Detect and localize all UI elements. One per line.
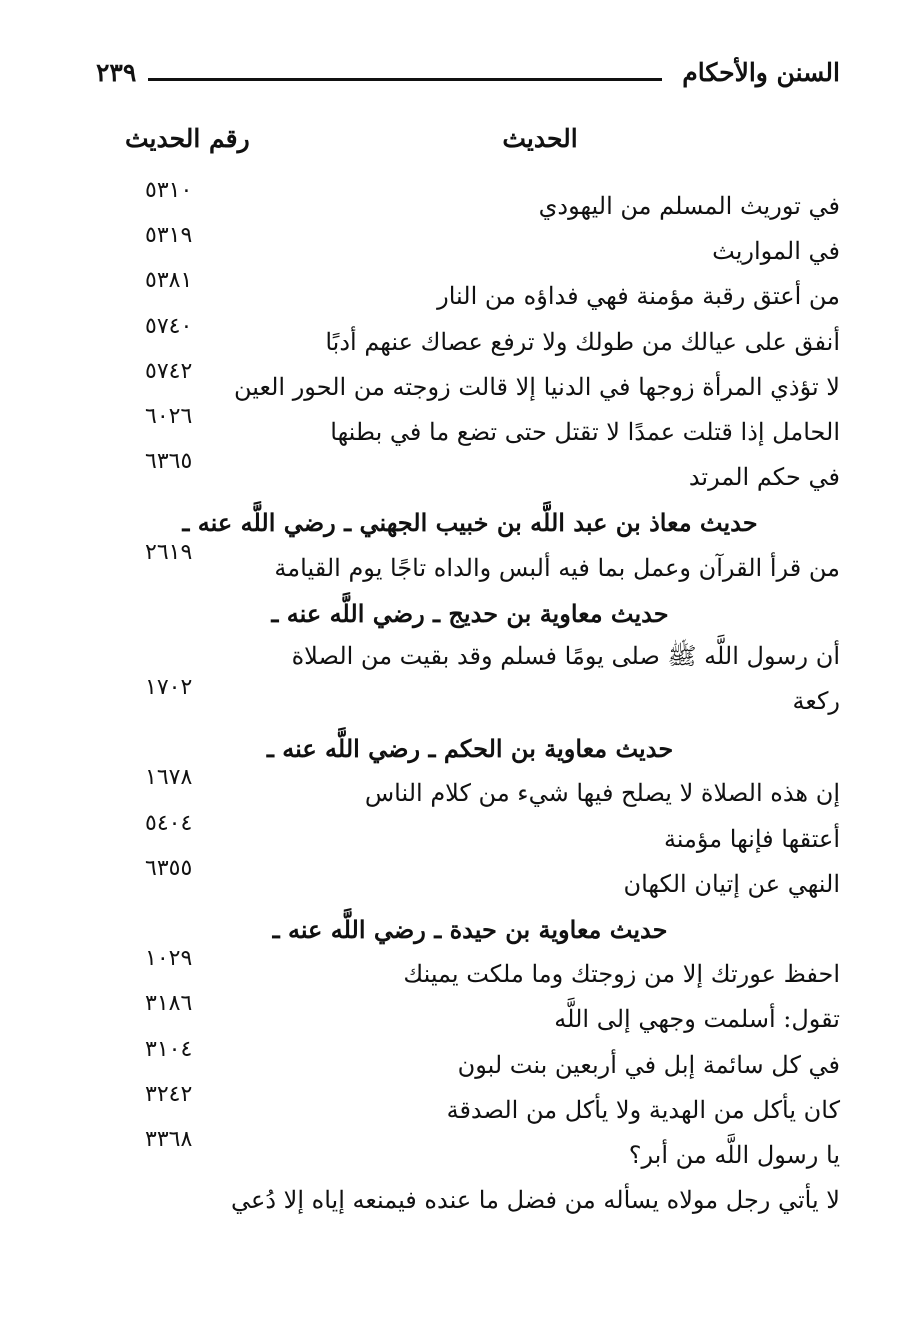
hadith-number: ٥٣١٠: [145, 178, 193, 203]
hadith-number: ٣١٠٤: [145, 1036, 193, 1062]
index-entry: [100, 404, 840, 449]
index-entry: [100, 946, 840, 991]
index-entry: [100, 1082, 840, 1127]
index-entry: [100, 811, 840, 856]
index-entry: [100, 449, 840, 494]
hadith-text: في توريث المسلم من اليهودي: [538, 192, 840, 220]
hadith-text: لا تؤذي المرأة زوجها في الدنيا إلا قالت زوجته من الحور العين: [234, 372, 840, 401]
hadith-number: ٣٣٦٨: [145, 1126, 193, 1152]
hadith-text: من قرأ القرآن وعمل بما فيه ألبس والداه تاجًا يوم القيامة: [274, 553, 840, 582]
hadith-number: ٦٣٥٥: [145, 855, 193, 881]
hadith-text: إن هذه الصلاة لا يصلح فيها شيء من كلام الناس: [364, 779, 840, 808]
hadith-text: أنفق على عيالك من طولك ولا ترفع عصاك عنهم أدبًا: [325, 327, 840, 356]
section-heading: [100, 494, 840, 539]
hadith-number: ٥٤٠٤: [145, 810, 193, 836]
section-heading-text: حديث معاذ بن عبد اللَّه بن خبيب الجهني ـ رضي اللَّه عنه ـ: [182, 508, 758, 538]
hadith-text: في حكم المرتد: [688, 463, 840, 492]
section-heading-text: حديث معاوية بن الحكم ـ رضي اللَّه عنه ـ: [266, 734, 674, 764]
index-entry: [100, 856, 840, 901]
hadith-text: النهي عن إتيان الكهان: [623, 869, 840, 898]
hadith-text: لا يأتي رجل مولاه يسأله من فضل ما عنده فيمنعه إياه إلا دُعي: [231, 1186, 840, 1215]
hadith-number: ٦٠٢٦: [145, 403, 193, 429]
hadith-number: ٣١٨٦: [145, 991, 193, 1017]
index-entry: [100, 314, 840, 359]
column-header-hadith: الحديث: [502, 124, 578, 153]
index-entry: [100, 540, 840, 585]
hadith-index-list: [100, 178, 840, 1217]
index-entry: [100, 178, 840, 223]
hadith-number: ٦٣٦٥: [145, 449, 193, 475]
hadith-text: في المواريث: [712, 237, 840, 266]
index-entry: [100, 1037, 840, 1082]
index-entry: [100, 268, 840, 313]
hadith-number: ٣٢٤٢: [145, 1081, 193, 1107]
hadith-number: ١٧٠٢: [145, 674, 193, 700]
hadith-number: ١٠٢٩: [145, 946, 193, 972]
hadith-number: ٥٣٨١: [145, 268, 193, 294]
hadith-text: تقول: أسلمت وجهي إلى اللَّه: [554, 1005, 840, 1034]
page-number: ٢٣٩: [96, 58, 137, 87]
section-heading-text: حديث معاوية بن حديج ـ رضي اللَّه عنه ـ: [271, 598, 669, 628]
index-entry: [100, 1172, 840, 1217]
hadith-text: الحامل إذا قتلت عمدًا لا تقتل حتى تضع ما في بطنها: [330, 417, 840, 446]
column-headers: [100, 124, 840, 160]
hadith-number: ٥٧٤٢: [145, 358, 193, 384]
running-head-title: السنن والأحكام: [682, 58, 840, 87]
hadith-number: ٢٦١٩: [145, 539, 193, 565]
hadith-text: يا رسول اللَّه من أبر؟: [628, 1140, 840, 1169]
index-entry: [100, 765, 840, 810]
index-entry: [100, 630, 840, 720]
hadith-text: من أعتق رقبة مؤمنة فهي فداؤه من النار: [437, 282, 840, 311]
hadith-text: في كل سائمة إبل في أربعين بنت لبون: [457, 1050, 840, 1079]
section-heading-text: حديث معاوية بن حيدة ـ رضي اللَّه عنه ـ: [272, 915, 668, 945]
column-header-number: رقم الحديث: [125, 124, 250, 153]
section-heading: [100, 901, 840, 946]
section-heading: [100, 720, 840, 765]
hadith-text: كان يأكل من الهدية ولا يأكل من الصدقة: [446, 1095, 840, 1124]
hadith-number: ١٦٧٨: [145, 765, 193, 791]
hadith-text: احفظ عورتك إلا من زوجتك وما ملكت يمينك: [403, 960, 840, 989]
index-entry: [100, 359, 840, 404]
index-entry: [100, 991, 840, 1036]
hadith-text: أعتقها فإنها مؤمنة: [663, 824, 840, 853]
index-entry: [100, 1127, 840, 1172]
index-entry: [100, 223, 840, 268]
hadith-number: ٥٧٤٠: [145, 313, 193, 339]
section-heading: [100, 585, 840, 630]
header-rule: [148, 78, 662, 81]
hadith-text: أن رسول اللَّه ﷺ صلى يومًا فسلم وقد بقيت من الصلاة ركعة: [291, 641, 840, 715]
hadith-number: ٥٣١٩: [145, 223, 193, 249]
running-head: [96, 58, 840, 92]
